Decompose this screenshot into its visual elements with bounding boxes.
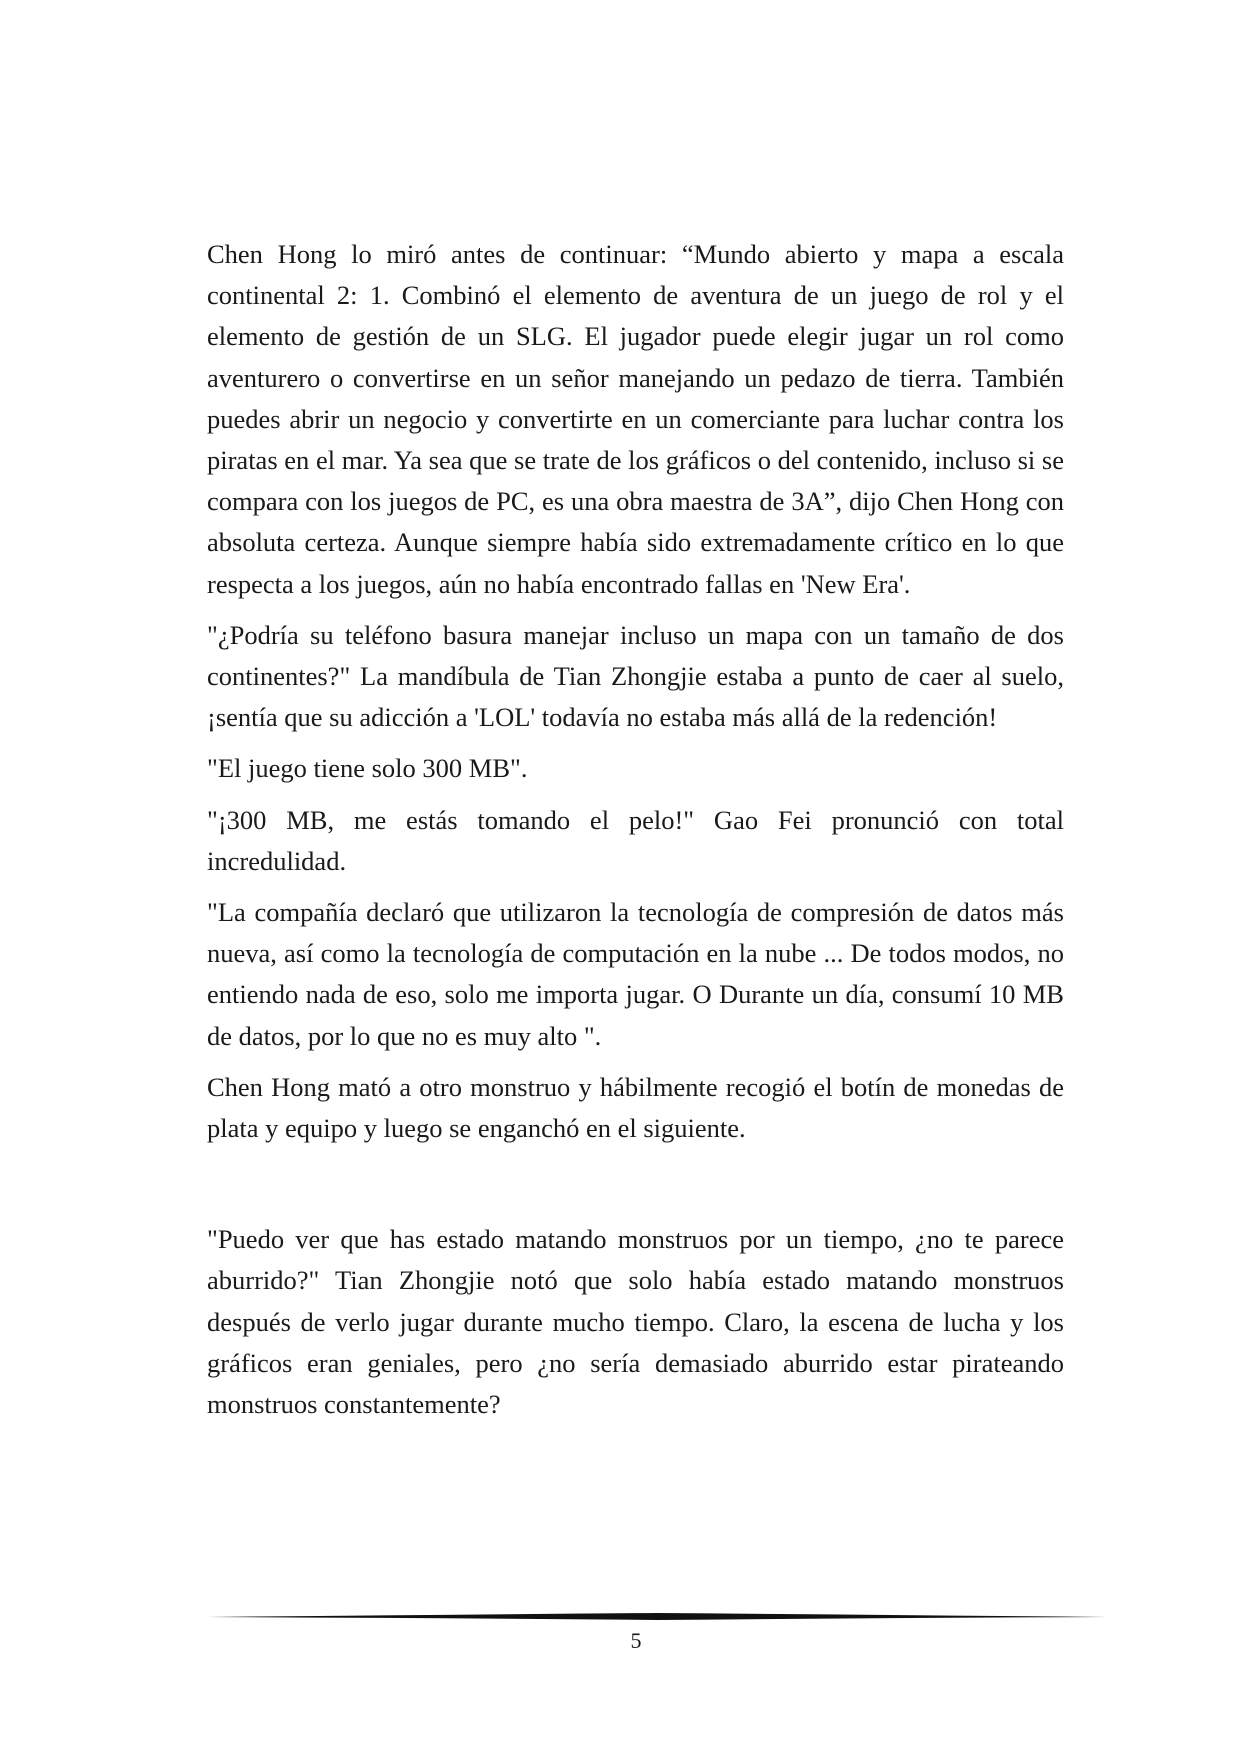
page-number: 5 — [630, 1628, 642, 1653]
paragraph-5: "La compañía declaró que utilizaron la tecnología de compresión de datos más nueva, así como la tecnología de computación en la nube ... De todos modos, no entiendo nada de eso, solo me importa jugar. O Durante un día, consumí 10 MB de datos, por lo que no es muy alto ". — [207, 897, 1064, 1051]
footer-divider — [207, 1610, 1107, 1624]
paragraph-6: Chen Hong mató a otro monstruo y hábilmente recogió el botín de monedas de plata y equipo y luego se enganchó en el siguiente. — [207, 1071, 1064, 1144]
paragraph-2: "¿Podría su teléfono basura manejar incluso un mapa con un tamaño de dos continentes?" La mandíbula de Tian Zhongjie estaba a punto de caer al suelo, ¡sentía que su adicción a 'LOL' todavía no estaba más allá de la redención! — [207, 619, 1064, 733]
paragraph-3: "El juego tiene solo 300 MB". — [207, 753, 528, 784]
paragraph-1: Chen Hong lo miró antes de continuar: “Mundo abierto y mapa a escala continental 2: 1. Combinó el elemento de aventura de un juego de rol y el elemento de gestión de un SLG. El jugador puede elegir jugar un rol como aventurero o convertirse en un señor manejando un pedazo de tierra. También puedes abrir un negocio y convertirte en un comerciante para luchar contra los piratas en el mar. Ya sea que se trate de los gráficos o del contenido, incluso si se compara con los juegos de PC, es una obra maestra de 3A”, dijo Chen Hong con absoluta certeza. Aunque siempre había sido extremadamente crítico en lo que respecta a los juegos, aún no había encontrado fallas en 'New Era'. — [207, 239, 1064, 599]
paragraph-7: "Puedo ver que has estado matando monstruos por un tiempo, ¿no te parece aburrido?" Tian Zhongjie notó que solo había estado matando monstruos después de verlo jugar durante mucho tiempo. Claro, la escena de lucha y los gráficos eran geniales, pero ¿no sería demasiado aburrido estar pirateando monstruos constantemente? — [207, 1224, 1064, 1420]
body-text — [207, 234, 1064, 1435]
paragraph-4: "¡300 MB, me estás tomando el pelo!" Gao Fei pronunció con total incredulidad. — [207, 804, 1064, 876]
